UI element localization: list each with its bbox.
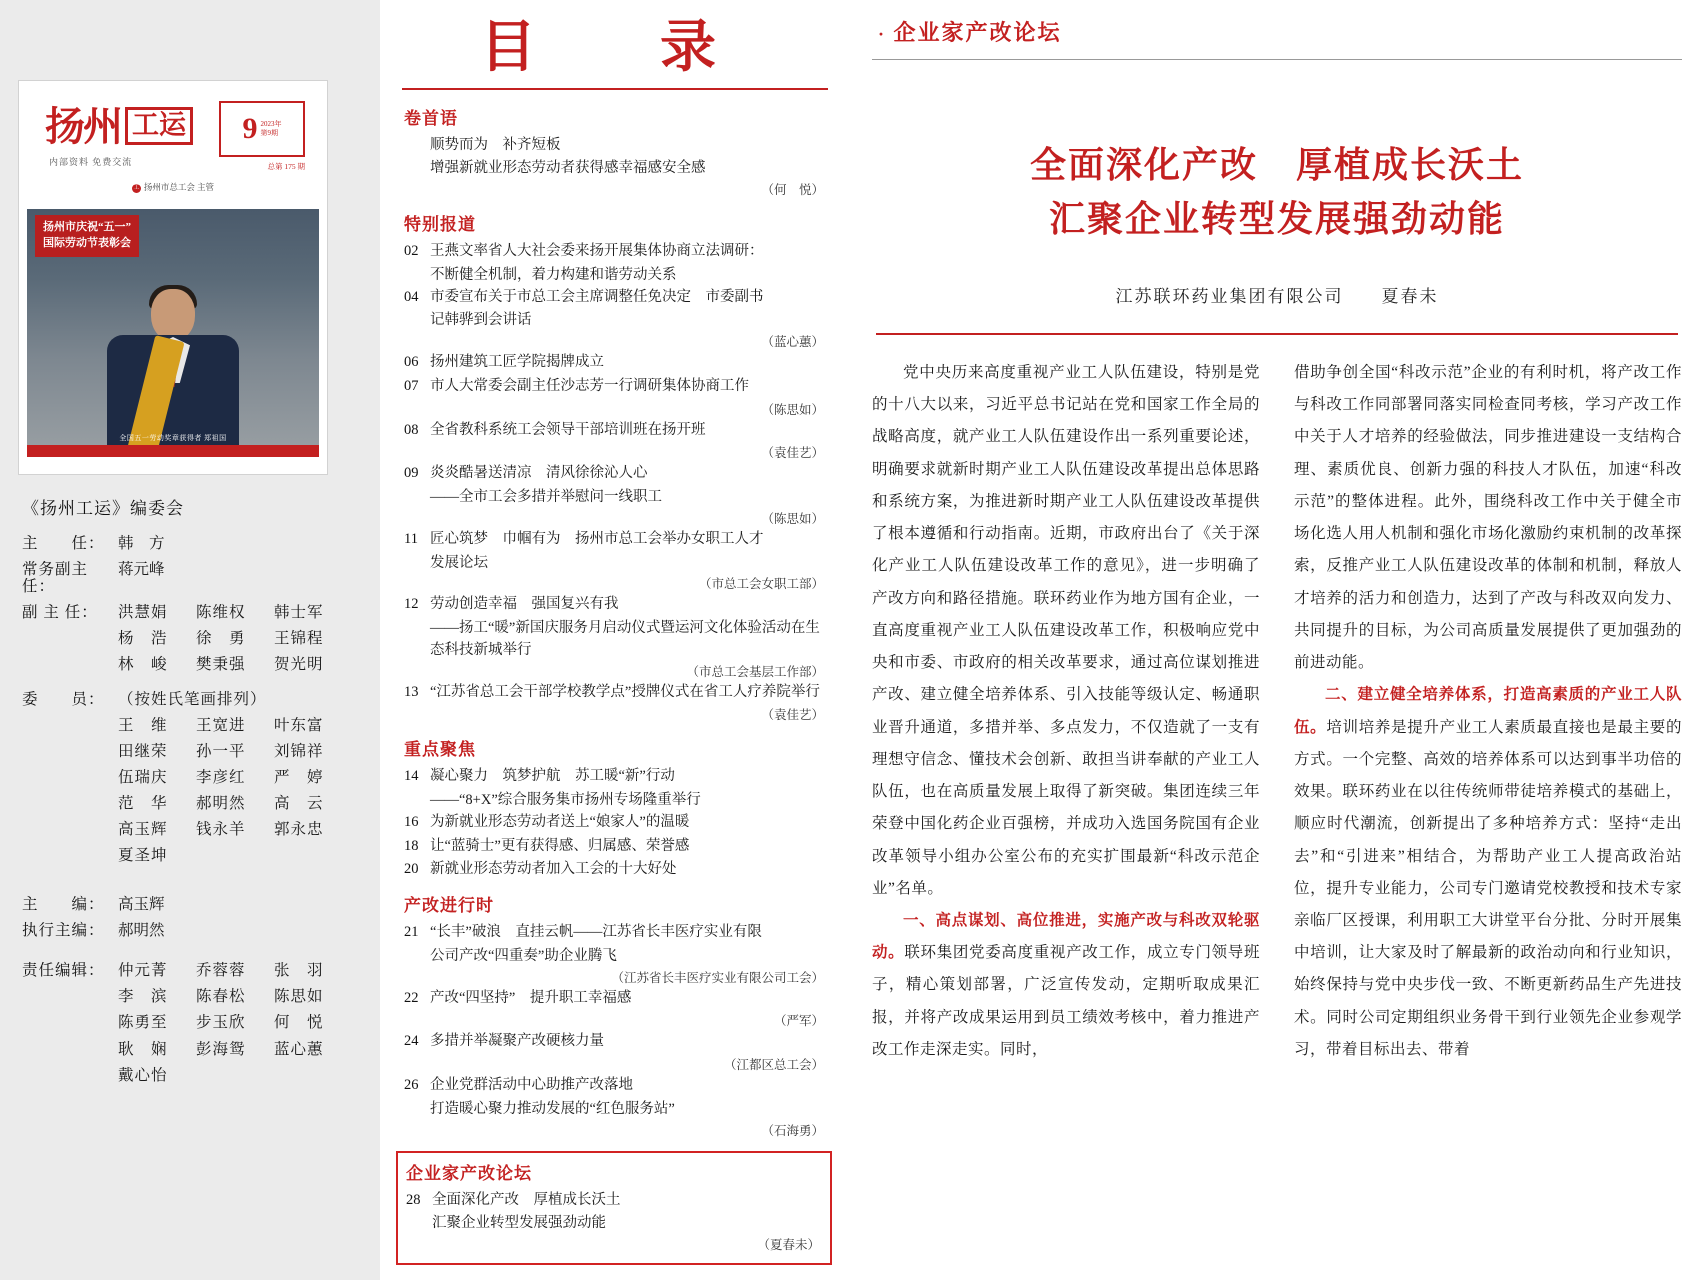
toc-entry-page: 21 (404, 924, 419, 941)
editorial-members-line (118, 821, 362, 838)
editorial-members-line (118, 795, 362, 812)
cover-issue-year: 2023年 (260, 120, 282, 129)
toc-entry[interactable] (398, 836, 832, 858)
editorial-name: 蓝心蕙 (274, 1040, 324, 1058)
toc-entry-title: 炎炎酷暑送清凉 清风徐徐沁人心 (430, 465, 648, 482)
editorial-deputy-line (118, 604, 362, 621)
toc-section-heading: 特别报道 (404, 215, 476, 235)
editorial-name: 郝明然 (196, 795, 246, 813)
toc-entry[interactable] (398, 922, 832, 944)
editorial-row-deputy (22, 604, 362, 682)
editorial-name: 叶东富 (274, 717, 324, 735)
editorial-name: 夏圣坤 (118, 847, 168, 865)
cover-photo-caption: 全国五一劳动奖章获得者 郑祖国 (119, 434, 227, 442)
toc-entry[interactable] (398, 766, 832, 788)
toc-entry[interactable] (398, 682, 832, 704)
editorial-row-chief-editor (22, 896, 362, 913)
toc-entry-title: 多措并举凝聚产改硬核力量 (430, 1033, 604, 1050)
cover-issue-badge (219, 101, 305, 157)
magazine-cover (18, 80, 328, 475)
left-column (0, 0, 380, 1280)
editorial-editors-line (118, 988, 362, 1005)
portrait-head (151, 289, 195, 341)
editorial-name: 李 滨 (118, 988, 168, 1006)
editorial-name: 孙一平 (196, 743, 246, 761)
toc-entry-page: 20 (404, 861, 419, 878)
article-kicker-text: 企业家产改论坛 (893, 20, 1062, 45)
toc-entry-page: 13 (404, 683, 419, 700)
toc-section-preface (398, 104, 832, 201)
article-lead-continuation: 联环集团党委高度重视产改工作，成立专门领导班子，精心策划部署，广泛宣传发动，定期听取成果汇报，并将产改成果运用到员工绩效考核中，着力推进产改工作走深走实。同时， (872, 944, 1260, 1058)
cover-issue-meta (261, 120, 282, 138)
toc-entry[interactable] (398, 463, 832, 485)
editorial-name: 步玉欣 (196, 1014, 246, 1032)
toc-entry-title: “长丰”破浪 直挂云帆——江苏省长丰医疗实业有限 (430, 924, 762, 941)
toc-entry-page: 08 (404, 421, 419, 438)
toc-entry-title: 扬州建筑工匠学院揭牌成立 (430, 354, 604, 371)
toc-entry-subtitle: 公司产改“四重奏”助企业腾飞 (430, 947, 617, 964)
editorial-name: 范 华 (118, 795, 168, 813)
toc-entry-subtitle: 发展论坛 (430, 554, 488, 571)
toc-entry-author: （夏春未） (757, 1238, 820, 1253)
editorial-label-exec-deputy: 常务副主任： (22, 560, 89, 595)
editorial-name: 陈勇至 (118, 1014, 168, 1032)
editorial-editors-line (118, 1041, 362, 1058)
toc-entry-author: （陈思如） (761, 402, 824, 417)
cover-issue-no: 第9期 (260, 129, 278, 137)
toc-entry-author: （市总工会女职工部） (698, 577, 824, 592)
editorial-members-line (118, 847, 362, 864)
cover-banner-line2: 国际劳动节表彰会 (43, 236, 131, 249)
editorial-name: 乔蓉蓉 (196, 962, 246, 980)
editorial-name: 耿 娴 (118, 1040, 168, 1058)
editorial-value-chief-editor: 高玉辉 (118, 896, 165, 914)
editorial-label-director: 主 任： (22, 534, 105, 552)
editorial-name: 田继荣 (118, 743, 168, 761)
editorial-members-line (118, 769, 362, 786)
editorial-spacer (22, 948, 362, 962)
article-red-lead: 二、建立健全培养体系，打造高素质的产业工人队伍。 (1294, 686, 1682, 736)
article-paragraph: 借助争创全国“科改示范”企业的有利时机，将产改工作与科改工作同部署同落实同检查同考核，学习产改工作中关于人才培养的经验做法，同步推进建设一支结构合理、素质优良、创新力强的科技人才队伍，加速“科改示范”的整体进程。此外，围绕科改工作中关于健全市场化选人用人机制和强化市场化激励约束机制的改革探索，反推产业工人队伍建设改革的体制和机制，释放人才培养的活力和创造力，达到了产改与科改双向发力、共同提升的目标，为公司高质量发展提供了更加强劲的前进动能。 (1294, 364, 1682, 672)
editorial-name: 彭海鸳 (196, 1040, 246, 1058)
editorial-name: 何 悦 (274, 1014, 324, 1032)
toc-section-focus (398, 735, 832, 881)
editorial-name: 高 云 (274, 795, 324, 813)
toc-entry-author: （何 悦） (761, 183, 824, 198)
editorial-name: 王 维 (118, 717, 168, 735)
editorial-name: 郭永忠 (274, 821, 324, 839)
article-kicker (878, 16, 1682, 47)
editorial-name: 杨 浩 (118, 629, 168, 647)
toc-entry[interactable] (398, 241, 832, 263)
editorial-spacer (22, 882, 362, 896)
toc-entry-author: （江都区总工会） (723, 1058, 824, 1073)
toc-entry-page: 02 (404, 243, 419, 260)
editorial-row-exec-deputy (22, 561, 362, 595)
toc-entry-subtitle: 打造暖心聚力推动发展的“红色服务站” (430, 1100, 675, 1117)
toc-entry-author: （严军） (773, 1014, 824, 1029)
article-title-line1: 全面深化产改 厚植成长沃土 (1029, 144, 1524, 185)
toc-entry-author: （陈思如） (761, 511, 824, 526)
toc-entry[interactable] (398, 594, 832, 616)
table-of-contents (380, 0, 850, 1280)
editorial-value-members (118, 691, 362, 873)
editorial-name: 樊秉强 (196, 655, 246, 673)
toc-entry-page: 26 (404, 1077, 419, 1094)
toc-entry-page (404, 135, 430, 157)
article-column-right (1294, 357, 1682, 1066)
editorial-board-title: 《扬州工运》编委会 (22, 499, 184, 518)
toc-entry-author: （江苏省长丰医疗实业有限公司工会） (611, 970, 824, 985)
toc-entry-title: 全省教科系统工会领导干部培训班在扬开班 (430, 421, 706, 438)
article-paragraph-with-lead (872, 905, 1260, 1066)
editorial-name: 王宽进 (196, 717, 246, 735)
editorial-name: 林 峻 (118, 655, 168, 673)
article-page (850, 0, 1708, 1280)
editorial-row-members (22, 691, 362, 873)
article-title-line2: 汇聚企业转型发展强劲动能 (1048, 198, 1505, 239)
editorial-value-exec-deputy: 蒋元峰 (118, 560, 165, 578)
toc-section-heading: 重点聚焦 (404, 740, 476, 760)
editorial-editors-line (118, 1014, 362, 1031)
toc-entry-page: 28 (406, 1191, 421, 1208)
cover-logo (45, 104, 193, 149)
toc-entry-subtitle: ——扬工“暖”新国庆服务月启动仪式暨运河文化体验活动在生态科技新城举行 (430, 620, 820, 658)
toc-entry-subtitle: 汇聚企业转型发展强劲动能 (432, 1215, 606, 1232)
toc-entry[interactable] (398, 859, 832, 881)
toc-section-heading: 产改进行时 (404, 896, 494, 916)
toc-entry[interactable] (398, 352, 832, 374)
toc-entry-page: 24 (404, 1033, 419, 1050)
cover-banner-line1: 扬州市庆祝“五一” (43, 221, 131, 233)
toc-section-entrepreneur-forum-highlighted[interactable] (396, 1151, 832, 1266)
editorial-label-editors: 责任编辑： (22, 962, 105, 980)
union-badge-icon: 工 (133, 185, 140, 191)
toc-entry-title: 为新就业形态劳动者送上“娘家人”的温暖 (430, 813, 690, 830)
editorial-name: 韩士军 (274, 603, 324, 621)
toc-entry-title: 全面深化产改 厚植成长沃土 (432, 1191, 621, 1208)
editorial-deputy-line (118, 656, 362, 673)
toc-entry[interactable] (398, 420, 832, 442)
editorial-name: 洪慧娟 (118, 603, 168, 621)
article-red-lead: 一、高点谋划、高位推进，实施产改与科改双轮驱动。 (872, 911, 1260, 962)
editorial-editors-line (118, 962, 362, 979)
article-column-left (872, 357, 1260, 1066)
editorial-name: 陈春松 (196, 988, 246, 1006)
toc-section-reform (398, 891, 832, 1141)
cover-logo-main: 扬州 (45, 104, 121, 149)
toc-entry-page: 06 (404, 354, 419, 371)
toc-entry[interactable] (398, 1075, 832, 1097)
toc-entry[interactable] (398, 287, 832, 309)
toc-entry-subtitle: ——全市工会多措并举慰问一线职工 (430, 489, 662, 506)
article-lead-continuation: 培训培养是提升产业工人素质最直接也是最主要的方式。一个完整、高效的培养体系可以达到事半功倍的效果。联环药业在以往传统师带徒培养模式的基础上，顺应时代潮流，创新提出了多种培养方式：坚持“走出去”和“引进来”相结合，为帮助产业工人提高政治站位，提升专业能力，公司专门邀请党校教授和技术专家亲临厂区授课，利用职工大讲堂平台分批、分时开展集中培训，让大家及时了解最新的政治动向和行业知识，始终保持与党中央步伐一致、不断更新药品生产先进技术。同时公司定期组织业务骨干到行业领先企业参观学习，带着目标出去、带着 (1294, 718, 1682, 1058)
editorial-label-deputy: 副 主 任： (22, 603, 98, 621)
editorial-deputy-line (118, 630, 362, 647)
toc-entry-title: 新就业形态劳动者加入工会的十大好处 (430, 861, 677, 878)
editorial-board (22, 500, 362, 1102)
editorial-value-director: 韩 方 (118, 534, 165, 552)
toc-section-special-report (398, 210, 832, 725)
cover-organization (27, 181, 319, 193)
cover-photo-bottom-bar (27, 445, 319, 457)
editorial-name: 刘锦祥 (274, 743, 324, 761)
article-divider (876, 333, 1678, 335)
editorial-name: 陈维权 (196, 603, 246, 621)
toc-entry-title: 市委宣布关于市总工会主席调整任免决定 市委副书 (430, 288, 764, 305)
editorial-value-editors (118, 962, 362, 1092)
toc-entry-author: （市总工会基层工作部） (686, 664, 824, 679)
toc-entry-author: （石海勇） (761, 1123, 824, 1138)
toc-entry-page: 09 (404, 465, 419, 482)
toc-entry[interactable] (398, 1031, 832, 1053)
editorial-name: 仲元菁 (118, 962, 168, 980)
editorial-name: 贺光明 (274, 655, 324, 673)
editorial-row-editors (22, 962, 362, 1092)
editorial-editors-line (118, 1067, 362, 1084)
editorial-name: 李彦红 (196, 769, 246, 787)
article-body (872, 357, 1682, 1066)
toc-entry-title: 产改“四坚持” 提升职工幸福感 (430, 989, 632, 1006)
editorial-name: 严 婷 (274, 769, 324, 787)
toc-entry-subtitle: ——“8+X”综合服务集市扬州专场隆重举行 (430, 792, 701, 809)
toc-entry-subtitle: 记韩骅到会讲话 (430, 312, 532, 329)
editorial-name: 戴心怡 (118, 1066, 168, 1084)
editorial-label-exec-editor: 执行主编： (22, 922, 105, 940)
editorial-name: 徐 勇 (196, 629, 246, 647)
toc-entry-page: 12 (404, 596, 419, 613)
editorial-name: 高玉辉 (118, 821, 168, 839)
toc-entry-title: 劳动创造幸福 强国复兴有我 (430, 596, 619, 613)
toc-entry-author: （蓝心蕙） (761, 335, 824, 350)
cover-logo-box: 工运 (125, 107, 193, 145)
editorial-name: 钱永羊 (196, 821, 246, 839)
article-title (872, 138, 1682, 246)
toc-entry-author: （袁佳艺） (761, 708, 824, 723)
toc-entry-page: 16 (404, 813, 419, 830)
toc-divider (402, 88, 828, 90)
cover-org-text: 扬州市总工会 主管 (143, 182, 215, 192)
editorial-label-members: 委 员： (22, 690, 105, 708)
kicker-bullet-icon: · (878, 24, 887, 44)
cover-issue-number: 9 (242, 112, 258, 145)
toc-entry[interactable] (400, 1190, 828, 1212)
toc-entry-page: 07 (404, 377, 419, 394)
editorial-row-exec-editor (22, 922, 362, 939)
toc-entry-page: 18 (404, 837, 419, 854)
toc-entry-page: 04 (404, 288, 419, 305)
editorial-members-line (118, 717, 362, 734)
toc-title: 目 录 (480, 17, 750, 79)
toc-entry[interactable] (398, 812, 832, 834)
article-top-divider (872, 59, 1682, 60)
editorial-name: 伍瑞庆 (118, 769, 168, 787)
editorial-value-exec-editor: 郝明然 (118, 922, 165, 940)
editorial-label-chief-editor: 主 编： (22, 896, 105, 914)
toc-entry[interactable] (398, 376, 832, 398)
toc-entry[interactable] (398, 988, 832, 1010)
editorial-name: 张 羽 (274, 962, 324, 980)
cover-photo-banner (35, 215, 139, 257)
toc-entry-page: 14 (404, 768, 419, 785)
toc-entry-page: 22 (404, 989, 419, 1006)
toc-entry-title: 王燕文率省人大社会委来扬开展集体协商立法调研： (430, 243, 764, 260)
toc-entry-title: 顺势而为 补齐短板 (430, 136, 561, 153)
toc-entry[interactable] (398, 135, 832, 157)
editorial-members-note: （按姓氏笔画排列） (118, 690, 267, 708)
toc-entry-page: 11 (404, 530, 418, 547)
editorial-name: 陈思如 (274, 988, 324, 1006)
toc-entry-title: “江苏省总工会干部学校教学点”授牌仪式在省工人疗养院举行 (430, 683, 820, 700)
article-paragraph-with-lead (1294, 679, 1682, 1066)
cover-issue-total: 总第 175 期 (267, 162, 305, 171)
toc-section-heading: 卷首语 (404, 108, 458, 128)
toc-section-heading: 企业家产改论坛 (406, 1163, 532, 1183)
toc-entry-title: 企业党群活动中心助推产改落地 (430, 1077, 633, 1094)
editorial-value-deputy (118, 604, 362, 682)
toc-entry[interactable] (398, 529, 832, 551)
editorial-row-director (22, 535, 362, 552)
editorial-name: 王锦程 (274, 629, 324, 647)
toc-entry-author: （袁佳艺） (761, 446, 824, 461)
article-byline: 江苏联环药业集团有限公司 夏春未 (1115, 287, 1439, 306)
cover-subtitle: 内部资料 免费交流 (49, 157, 133, 167)
toc-entry-subtitle: 不断健全机制，着力构建和谐劳动关系 (430, 266, 677, 283)
cover-photo (27, 209, 319, 457)
toc-entry-title: 让“蓝骑士”更有获得感、归属感、荣誉感 (430, 837, 690, 854)
toc-entry-subtitle: 增强新就业形态劳动者获得感幸福感安全感 (430, 160, 706, 177)
article-paragraph: 党中央历来高度重视产业工人队伍建设，特别是党的十八大以来，习近平总书记站在党和国家工作全局的战略高度，就产业工人队伍建设作出一系列重要论述，明确要求就新时期产业工人队伍建设改革提出总体思路和系统方案，为推进新时期产业工人队伍建设改革提供了根本遵循和行动指南。近期，市政府出台了《关于深化产业工人队伍建设改革工作的意见》，进一步明确了产改方向和路径措施。联环药业作为地方国有企业，一直高度重视产业工人队伍建设改革工作，积极响应党中央和市委、市政府的相关改革要求，通过高位谋划推进产改、建立健全培养体系、引入技能等级认定、畅通职业晋升通道，多措并举、多点发力，不仅造就了一支有理想守信念、懂技术会创新、敢担当讲奉献的产业工人队伍，也在高质量发展上取得了新突破。集团连续三年荣登中国化药企业百强榜，并成功入选国务院国有企业改革领导小组办公室公布的充实扩围最新“科改示范企业”名单。 (872, 364, 1260, 897)
cover-portrait (107, 285, 239, 457)
toc-entry-title: 市人大常委会副主任沙志芳一行调研集体协商工作 (430, 377, 749, 394)
editorial-members-line (118, 743, 362, 760)
cover-masthead (27, 89, 319, 207)
toc-entry-title: 凝心聚力 筑梦护航 苏工暖“新”行动 (430, 768, 675, 785)
toc-entry-title: 匠心筑梦 巾帼有为 扬州市总工会举办女职工人才 (430, 530, 764, 547)
